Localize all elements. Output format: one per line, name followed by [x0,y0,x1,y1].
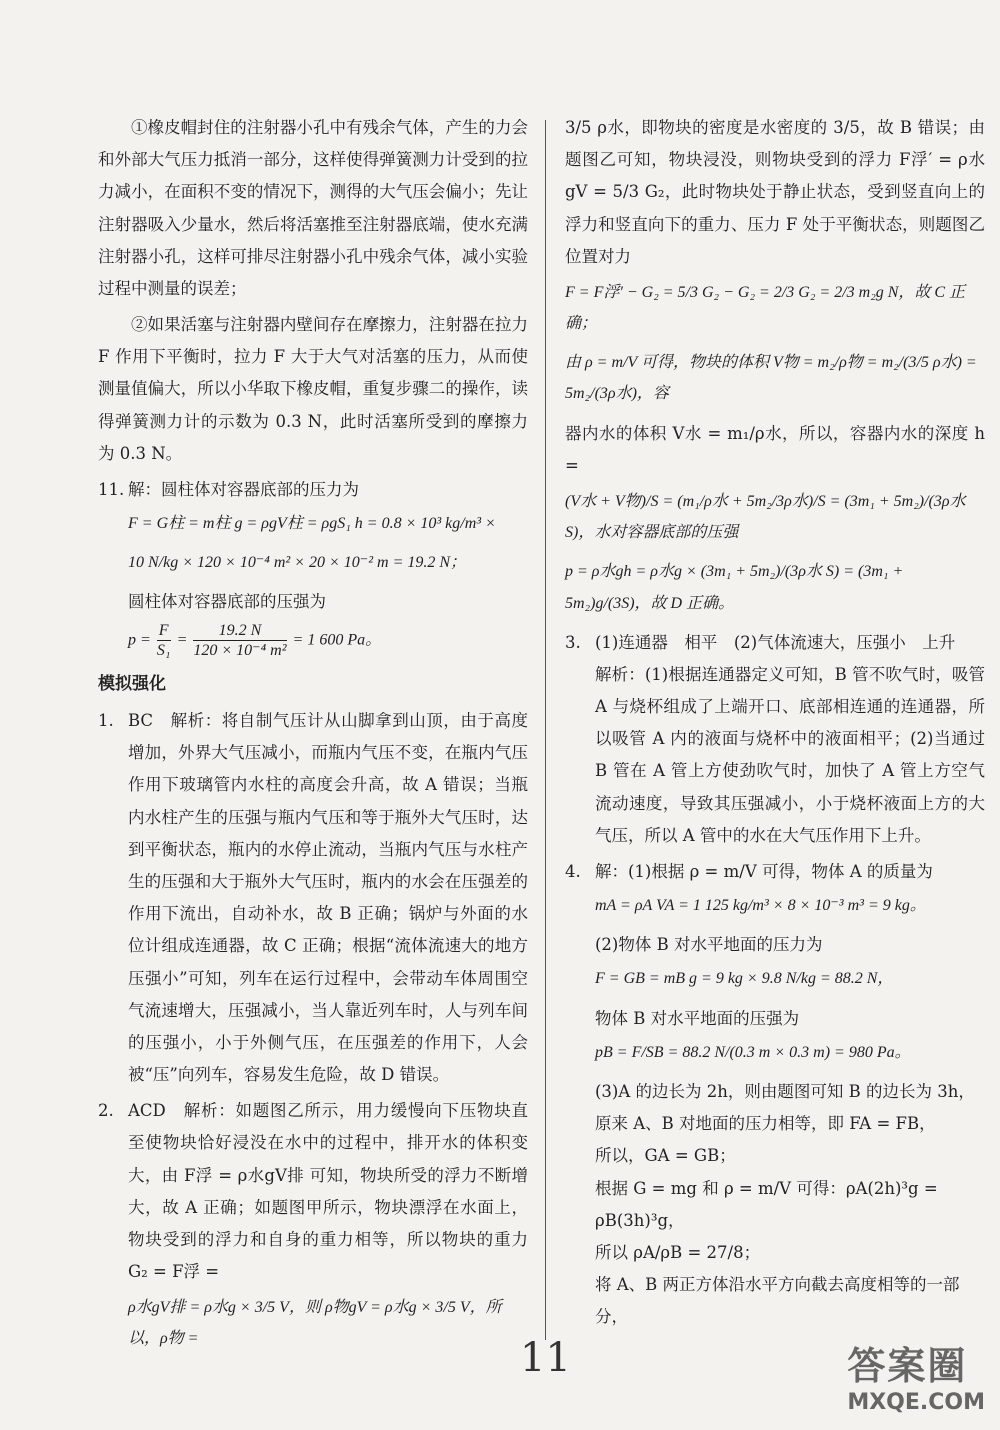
watermark-url: MXQE.COM [847,1390,985,1415]
q3-answer: (1)连通器 相平 (2)气体流速大，压强小 上升 [595,632,956,652]
left-column [98,112,528,1363]
equals-sign: = [176,630,188,648]
right-text-4: 器内水的体积 V水 = m₁/ρ水，所以，容器内水的深度 h = [565,423,985,475]
right-formula-3: 由 ρ = m/V 可得，物块的体积 V物 = m₂/ρ物 = m₂/(3/5 ρ水) = 5m₂/(3ρ水)，容 [565,354,977,403]
page-number: 11 [520,1335,571,1381]
q11-text-2: 圆柱体对容器底部的压强为 [128,592,326,612]
q11-formula-2: 10 N/kg × 120 × 10⁻⁴ m² × 20 × 10⁻² m = 19.2 N； [128,554,467,572]
question-11 [98,474,528,660]
question-1 [98,705,528,1091]
q4-line-10: 根据 G = mg 和 ρ = m/V 可得：ρA(2h)³g = ρB(3h)³g， [595,1178,938,1230]
question-number: 11. [98,479,125,499]
q4-line-2: mA = ρA VA = 1 125 kg/m³ × 8 × 10⁻³ m³ = 9 kg。 [595,897,926,915]
q4-line-11: 所以 ρA/ρB = 27/8； [595,1242,761,1262]
right-formula-2: F = F浮′ − G₂ = 5/3 G₂ − G₂ = 2/3 G₂ = 2/3 m₂g N，故 C 正确； [565,283,966,333]
right-column [565,112,985,1333]
fraction-top: F [157,621,171,641]
question-3 [565,627,985,852]
q11-pressure-formula [128,621,528,660]
section-heading: 模拟强化 [98,673,166,694]
q3-explanation: 解析：(1)根据连通器定义可知，B 管不吹气时，吸管 A 与烧杯组成了上端开口、底部相连通的连通器，所以吸管 A 内的液面与烧杯中的液面相平；(2)当通过 B 管在 A 管上方使劲吹气时，加快了 A 管上方空气流动速度，导致其压强减小，小于烧杯液面上方的大气压，所以 A 管中的水在大气压作用下上升。 [595,664,985,845]
q4-line-1: 解：(1)根据 ρ = m/V 可得，物体 A 的质量为 [595,861,933,881]
q4-line-5: 物体 B 对水平地面的压强为 [595,1008,800,1028]
right-formula-5: (V水 + V物)/S = (m₁/ρ水 + 5m₂/3ρ水)/S = (3m₁ + 5m₂)/(3ρ水 S)，水对容器底部的压强 [565,492,966,542]
q4-line-6: pB = F/SB = 88.2 N/(0.3 m × 0.3 m) = 980 Pa。 [595,1043,911,1061]
q11-p-label: p = [128,630,151,648]
q11-result: = 1 600 Pa。 [292,630,382,648]
q4-line-12: 将 A、B 两正方体沿水平方向截去高度相等的一部分， [595,1275,960,1327]
q11-formula-1: F = G柱 = m柱 g = ρgV柱 = ρgS₁ h = 0.8 × 10³ kg/m³ × [128,515,496,533]
left-paragraph-1: ①橡皮帽封住的注射器小孔中有残余气体，产生的力会和外部大气压力抵消一部分，这样使得弹簧测力计受到的拉力减小，在面积不变的情况下，测得的大气压会偏小；先让注射器吸入少量水，然后将活塞推至注射器底端，使水充满注射器小孔，这样可排尽注射器小孔中残余气体，减小实验过程中测量的误差； [98,118,528,298]
right-paragraph-1: 3/5 ρ水，即物块的密度是水密度的 3/5，故 B 错误；由题图乙可知，物块浸没，则物块受到的浮力 F浮′ = ρ水gV = 5/3 G₂，此时物块处于静止状态，受到竖直向上的浮力和竖直向下的重力、压力 F 处于平衡状态，则题图乙位置对力 [565,118,985,266]
question-number: 2. [98,1101,114,1121]
question-4 [565,856,985,1333]
q11-intro: 解：圆柱体对容器底部的压力为 [128,479,359,499]
question-number: 1. [98,711,114,731]
q4-line-8: 原来 A、B 对地面的压力相等，即 FA = FB， [595,1114,936,1134]
fraction-bottom: 120 × 10⁻⁴ m² [193,641,287,659]
q2-text: ACD 解析：如题图乙所示，用力缓慢向下压物块直至使物块恰好浸没在水中的过程中，排开水的体积变大，由 F浮 = ρ水gV排 可知，物块所受的浮力不断增大，故 A 正确；如题图甲所示，物块漂浮在水面上，物块受到的浮力和自身的重力相等，所以物块的重力 G₂ = F浮 = [128,1101,528,1282]
fraction-bottom: S₁ [156,641,171,659]
fraction-top: 19.2 N [193,621,286,641]
question-number: 3. [565,632,581,652]
q4-line-7: (3)A 的边长为 2h，则由题图可知 B 的边长为 3h， [595,1081,975,1101]
fraction-values [193,621,286,660]
q4-line-4: F = GB = mB g = 9 kg × 9.8 N/kg = 88.2 N， [595,970,894,988]
q2-formula: ρ水gV排 = ρ水g × 3/5 V，则 ρ物gV = ρ水g × 3/5 V，所以，ρ物 = [128,1299,502,1348]
q4-line-3: (2)物体 B 对水平地面的压力为 [595,935,823,955]
watermark [847,1335,985,1415]
q1-text: BC 解析：将自制气压计从山脚拿到山顶，由于高度增加，外界大气压减小，而瓶内气压不变，在瓶内气压作用下玻璃管内水柱的高度会升高，故 A 错误；当瓶内水柱产生的压强与瓶内气压和等于瓶外大气压时，达到平衡状态，瓶内的水停止流动，当瓶内气压与水柱产生的压强和大于瓶外大气压时，瓶内的水会在压强差的作用下流出，自动补水，故 B 正确；锅炉与外面的水位计组成连通器，故 C 正确；根据“流体流速大的地方压强小”可知，列车在运行过程中，会带动车体周围空气流速增大，压强减小，当人靠近列车时，人与列车间的压强小，小于外侧气压，在压强差的作用下，人会被“压”向列车，容易发生危险，故 D 错误。 [128,711,528,1085]
column-divider [545,120,546,1340]
left-paragraph-2: ②如果活塞与注射器内壁间存在摩擦力，注射器在拉力 F 作用下平衡时，拉力 F 大于大气对活塞的压力，从而使测量值偏大，所以小华取下橡皮帽，重复步骤二的操作，读得弹簧测力计的示数为 0.3 N，此时活塞所受到的摩擦力为 0.3 N。 [98,315,528,463]
question-2 [98,1095,528,1354]
q4-line-9: 所以，GA = GB； [595,1146,736,1166]
fraction-f-over-s [157,621,171,660]
right-formula-6: p = ρ水gh = ρ水g × (3m₁ + 5m₂)/(3ρ水 S) = (3m₁ + 5m₂)g/(3S)，故 D 正确。 [565,563,904,612]
watermark-logo: 答案圈 [847,1344,968,1388]
question-number: 4. [565,861,581,881]
